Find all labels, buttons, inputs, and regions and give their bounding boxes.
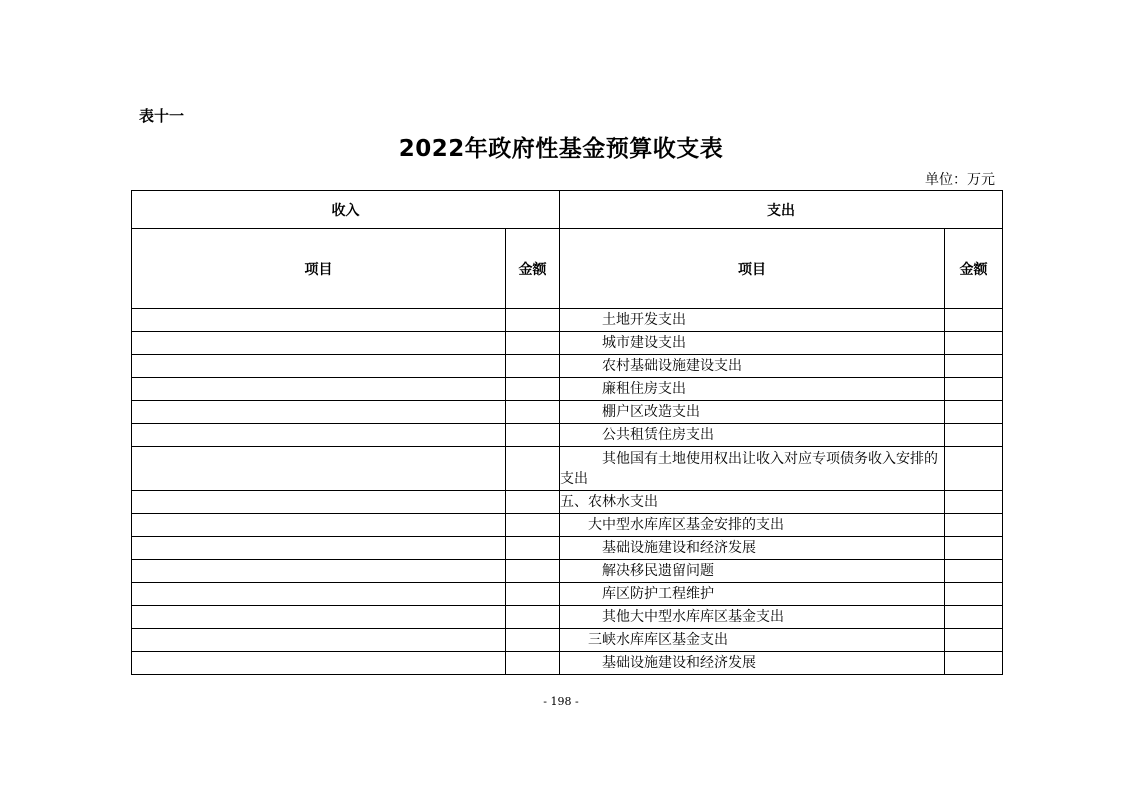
income-item-cell [132, 309, 506, 332]
income-amount-cell [506, 514, 560, 537]
table-header-row [132, 191, 1003, 229]
income-amount-cell [506, 401, 560, 424]
income-item-cell [132, 332, 506, 355]
expenditure-item-cell [560, 355, 945, 378]
income-item-cell [132, 560, 506, 583]
income-amount-cell [506, 560, 560, 583]
expenditure-item-text: 其他国有土地使用权出让收入对应专项债务收入安排的支出 [560, 450, 938, 487]
expenditure-amount-cell [945, 652, 1003, 675]
table-row [132, 401, 1003, 424]
income-amount-cell [506, 652, 560, 675]
expenditure-amount-cell [945, 309, 1003, 332]
income-amount-cell [506, 309, 560, 332]
income-item-cell [132, 514, 506, 537]
table-row [132, 424, 1003, 447]
income-amount-cell [506, 378, 560, 401]
expenditure-item-text: 廉租住房支出 [602, 381, 686, 397]
expenditure-amount-cell [945, 560, 1003, 583]
expenditure-header: 支出 [560, 191, 1003, 229]
expenditure-item-cell [560, 514, 945, 537]
table-row [132, 652, 1003, 675]
income-item-cell [132, 401, 506, 424]
expenditure-amount-cell [945, 355, 1003, 378]
expenditure-item-text: 五、农林水支出 [560, 494, 658, 510]
income-amount-cell [506, 332, 560, 355]
income-item-cell [132, 606, 506, 629]
income-amount-cell [506, 447, 560, 491]
expenditure-item-cell [560, 583, 945, 606]
income-item-cell [132, 378, 506, 401]
income-amount-cell [506, 355, 560, 378]
expenditure-amount-cell [945, 583, 1003, 606]
budget-table [131, 190, 1003, 675]
expenditure-amount-cell [945, 424, 1003, 447]
income-amount-cell [506, 537, 560, 560]
expenditure-item-cell [560, 447, 945, 491]
expenditure-item-cell [560, 537, 945, 560]
expenditure-item-header: 项目 [560, 229, 945, 309]
table-subheader-row [132, 229, 1003, 309]
expenditure-item-cell [560, 652, 945, 675]
income-amount-cell [506, 629, 560, 652]
expenditure-item-text: 农村基础设施建设支出 [602, 358, 742, 374]
expenditure-item-text: 土地开发支出 [602, 312, 686, 328]
expenditure-item-text: 公共租赁住房支出 [602, 427, 714, 443]
income-amount-header: 金额 [506, 229, 560, 309]
income-item-cell [132, 537, 506, 560]
page-number: - 198 - [543, 695, 579, 708]
table-row [132, 583, 1003, 606]
expenditure-item-text: 基础设施建设和经济发展 [602, 655, 756, 671]
page-title: 2022年政府性基金预算收支表 [398, 136, 724, 162]
table-row [132, 514, 1003, 537]
income-item-cell [132, 447, 506, 491]
expenditure-amount-cell [945, 378, 1003, 401]
expenditure-item-cell [560, 378, 945, 401]
income-item-cell [132, 583, 506, 606]
table-row [132, 491, 1003, 514]
expenditure-item-text: 其他大中型水库库区基金支出 [602, 609, 784, 625]
expenditure-item-text: 解决移民遗留问题 [602, 563, 714, 579]
expenditure-item-text: 棚户区改造支出 [602, 404, 700, 420]
table-number-label: 表十一 [139, 107, 185, 125]
expenditure-item-text: 基础设施建设和经济发展 [602, 540, 756, 556]
expenditure-item-text: 库区防护工程维护 [602, 586, 714, 602]
table-row [132, 332, 1003, 355]
expenditure-item-cell [560, 560, 945, 583]
income-item-cell [132, 424, 506, 447]
expenditure-amount-header: 金额 [945, 229, 1003, 309]
expenditure-item-cell [560, 401, 945, 424]
income-item-cell [132, 629, 506, 652]
income-item-cell [132, 652, 506, 675]
expenditure-amount-cell [945, 629, 1003, 652]
expenditure-item-cell [560, 629, 945, 652]
expenditure-amount-cell [945, 401, 1003, 424]
expenditure-item-cell [560, 491, 945, 514]
table-row [132, 606, 1003, 629]
table-row [132, 447, 1003, 491]
expenditure-item-text: 大中型水库库区基金安排的支出 [588, 517, 784, 533]
expenditure-item-text: 三峡水库库区基金支出 [588, 632, 728, 648]
table-row [132, 378, 1003, 401]
income-item-header: 项目 [132, 229, 506, 309]
income-item-cell [132, 491, 506, 514]
income-header: 收入 [132, 191, 560, 229]
table-row [132, 355, 1003, 378]
expenditure-amount-cell [945, 491, 1003, 514]
expenditure-amount-cell [945, 332, 1003, 355]
table-row [132, 629, 1003, 652]
income-amount-cell [506, 424, 560, 447]
income-item-cell [132, 355, 506, 378]
expenditure-amount-cell [945, 606, 1003, 629]
income-amount-cell [506, 583, 560, 606]
table-row [132, 560, 1003, 583]
expenditure-item-cell [560, 332, 945, 355]
expenditure-item-cell [560, 606, 945, 629]
expenditure-item-cell [560, 309, 945, 332]
unit-label: 单位：万元 [925, 172, 995, 188]
income-amount-cell [506, 491, 560, 514]
expenditure-amount-cell [945, 447, 1003, 491]
expenditure-amount-cell [945, 537, 1003, 560]
expenditure-item-cell [560, 424, 945, 447]
income-amount-cell [506, 606, 560, 629]
expenditure-item-text: 城市建设支出 [602, 335, 686, 351]
table-row [132, 309, 1003, 332]
table-row [132, 537, 1003, 560]
expenditure-amount-cell [945, 514, 1003, 537]
